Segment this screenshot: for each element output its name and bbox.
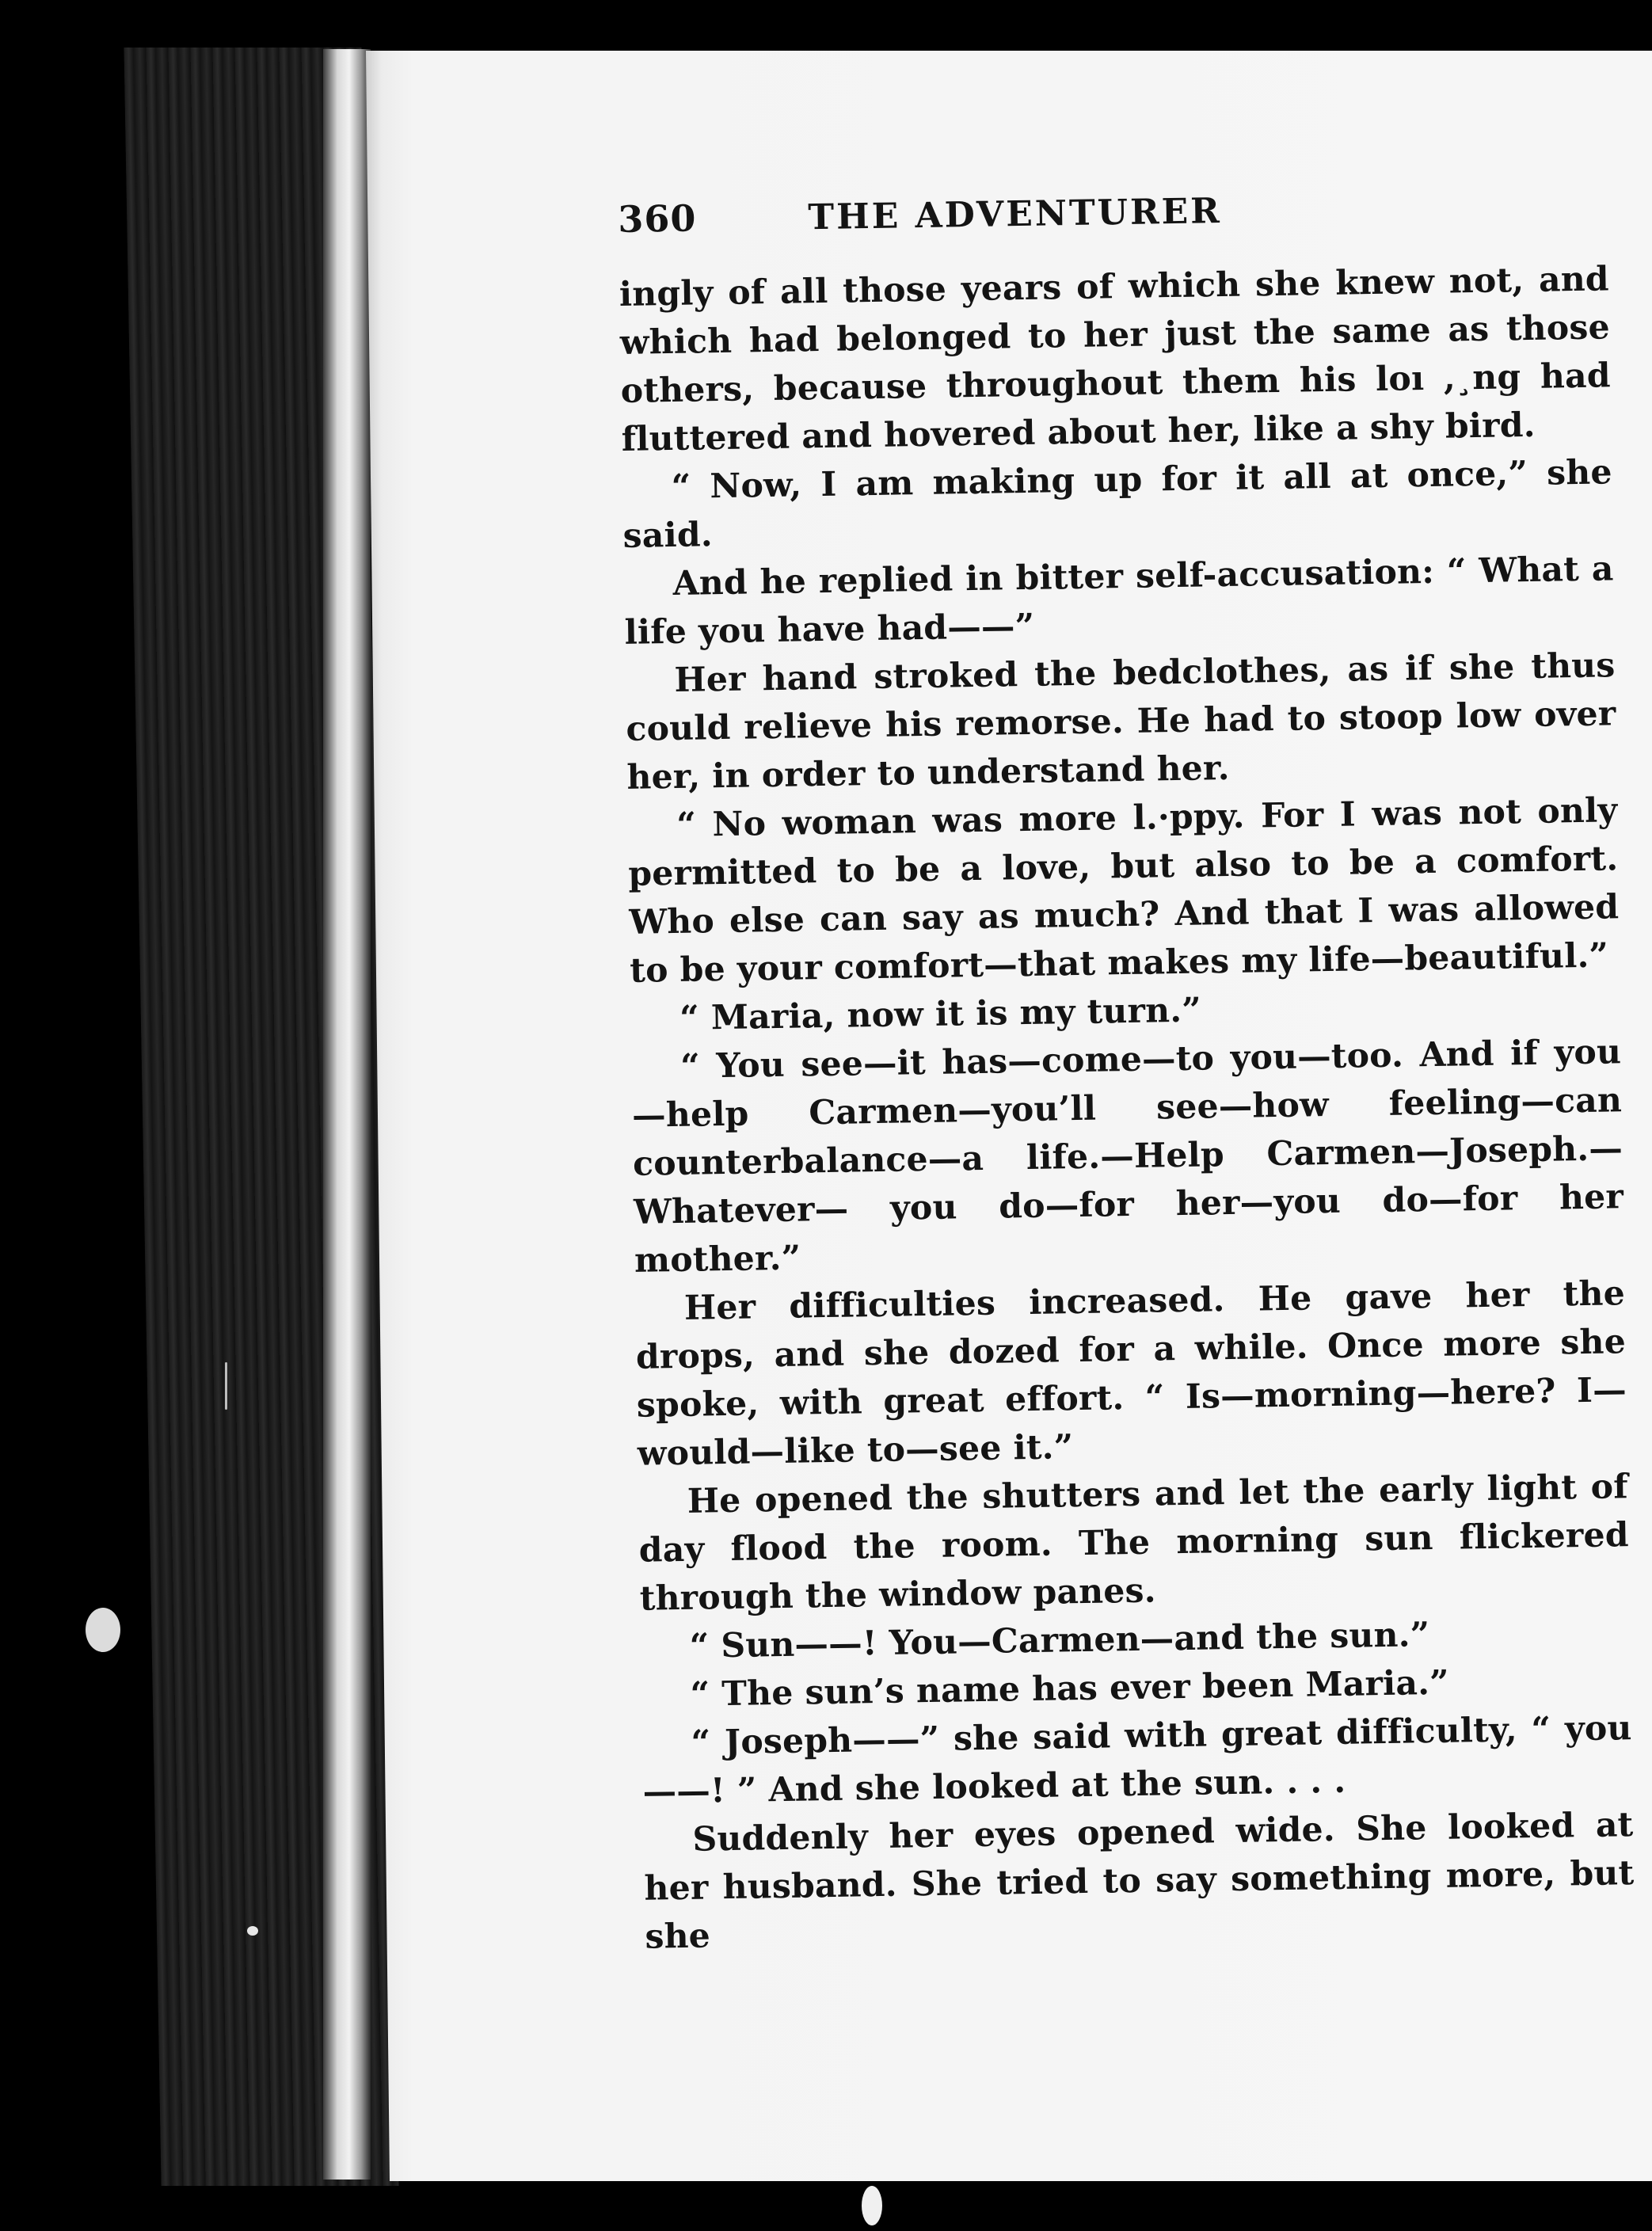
scan-speck bbox=[862, 2186, 882, 2225]
paragraph: And he replied in bitter self-accusation: “ What a life you have had——” bbox=[624, 549, 1614, 653]
paragraph: “ You see—it has—come—to you—too. And if you —help Carmen—you’ll see—how feeling—can counterbalance—a life.—Help Carmen—Joseph.—Whatever— you do—for her—you do—for her mother.” bbox=[631, 1032, 1624, 1281]
paragraph: Her difficulties increased. He gave her the drops, and she dozed for a while. Once more she spoke, with great effort. “ Is—morning—here? I—would—like to—see it.” bbox=[635, 1273, 1627, 1474]
paragraph: Suddenly her eyes opened wide. She looked at her husband. She tried to say something more, but she bbox=[644, 1805, 1635, 1957]
paragraph: “ Sun——! You—Carmen—and the sun.” bbox=[689, 1615, 1430, 1666]
body-text bbox=[619, 255, 1635, 1961]
paragraph: “ Joseph——” she said with great difficulty, “ you——! ” And she looked at the sun. . . . bbox=[642, 1708, 1632, 1812]
paragraph: “ Now, I am making up for it all at once,” she said. bbox=[622, 452, 1612, 556]
scan-speck bbox=[225, 1362, 227, 1410]
page-text bbox=[618, 182, 1635, 1961]
page-edge bbox=[323, 49, 371, 2180]
paragraph: “ Maria, now it is my turn.” bbox=[679, 990, 1202, 1038]
page-number: 360 bbox=[618, 196, 697, 241]
paragraph: ingly of all those years of which she knew not, and which had belonged to her just the same as those others, because throughout them his loı ,¸ng had fluttered and hovered about her, like a shy bird. bbox=[619, 259, 1612, 459]
paragraph: He opened the shutters and let the early light of day flood the room. The morning sun flickered through the window panes. bbox=[638, 1467, 1630, 1619]
paragraph: “ No woman was more l.·ppy. For I was not only permitted to be a love, but also to be a comfort. Who else can say as much? And that I was allowed to be your comfort—that makes my life—beautiful.” bbox=[628, 790, 1620, 991]
running-title: THE ADVENTURER bbox=[808, 191, 1223, 238]
scan-speck bbox=[86, 1608, 120, 1652]
scan-speck bbox=[247, 1926, 258, 1936]
paragraph: “ The sun’s name has ever been Maria.” bbox=[690, 1662, 1450, 1715]
paragraph: Her hand stroked the bedclothes, as if she thus could relieve his remorse. He had to stoop low over her, in order to understand her. bbox=[626, 645, 1616, 798]
